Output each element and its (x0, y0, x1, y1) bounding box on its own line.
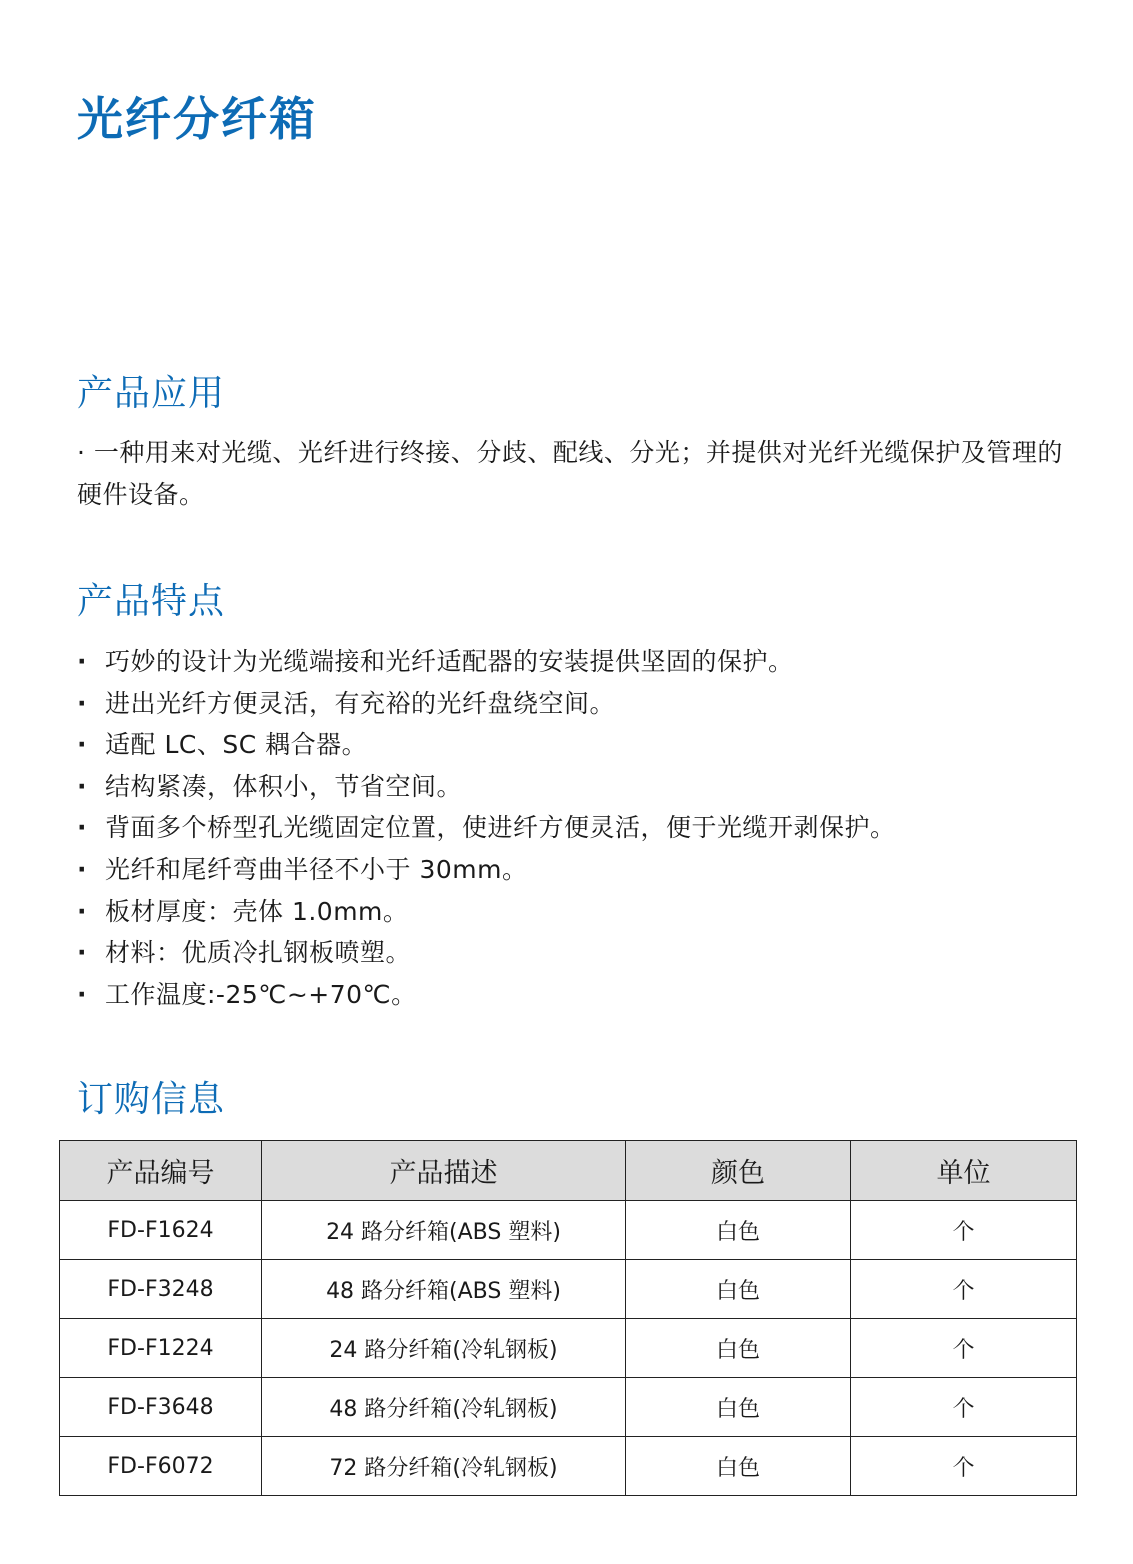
table-row (60, 1378, 1077, 1437)
bullet-icon: · (77, 813, 87, 843)
feature-item (77, 683, 896, 725)
feature-text: 巧妙的设计为光缆端接和光纤适配器的安装提供坚固的保护。 (105, 647, 794, 676)
column-header-color: 颜色 (626, 1141, 851, 1201)
column-header-description: 产品描述 (262, 1141, 626, 1201)
table-row (60, 1260, 1077, 1319)
cell-color: 白色 (626, 1201, 851, 1260)
feature-text: 板材厚度：壳体 1.0mm。 (105, 896, 409, 926)
cell-unit: 个 (851, 1319, 1077, 1378)
bullet-icon: · (77, 854, 87, 884)
feature-item (77, 891, 896, 933)
feature-text: 进出光纤方便灵活，有充裕的光纤盘绕空间。 (105, 688, 616, 718)
cell-code: FD-F6072 (60, 1437, 262, 1496)
feature-item (77, 724, 896, 766)
bullet-icon: · (77, 896, 87, 926)
feature-text: 光纤和尾纤弯曲半径不小于 30mm。 (105, 854, 528, 884)
cell-code: FD-F1224 (60, 1319, 262, 1378)
ordering-heading: 订购信息 (77, 1079, 226, 1120)
cell-description: 24 路分纤箱(ABS 塑料) (262, 1201, 626, 1260)
table-row (60, 1437, 1077, 1496)
bullet-icon: · (77, 688, 87, 718)
feature-text: 适配 LC、SC 耦合器。 (105, 730, 368, 760)
bullet-icon: · (77, 771, 87, 801)
cell-color: 白色 (626, 1319, 851, 1378)
feature-item (77, 766, 896, 808)
feature-text: 背面多个桥型孔光缆固定位置，使进纤方便灵活，便于光缆开剥保护。 (105, 813, 896, 843)
cell-unit: 个 (851, 1201, 1077, 1260)
feature-text: 工作温度:-25℃~+70℃。 (105, 979, 417, 1009)
feature-item (77, 807, 896, 849)
cell-unit: 个 (851, 1260, 1077, 1319)
cell-color: 白色 (626, 1437, 851, 1496)
cell-color: 白色 (626, 1378, 851, 1437)
cell-description: 72 路分纤箱(冷轧钢板) (262, 1437, 626, 1496)
feature-item (77, 849, 896, 891)
table-header-row (60, 1141, 1077, 1201)
ordering-table (59, 1140, 1077, 1496)
column-header-code: 产品编号 (60, 1141, 262, 1201)
bullet-icon: · (77, 938, 87, 968)
feature-item (77, 641, 896, 683)
table-row (60, 1319, 1077, 1378)
features-list (77, 641, 896, 1015)
feature-item (77, 974, 896, 1016)
cell-code: FD-F3648 (60, 1378, 262, 1437)
cell-description: 48 路分纤箱(ABS 塑料) (262, 1260, 626, 1319)
cell-description: 48 路分纤箱(冷轧钢板) (262, 1378, 626, 1437)
cell-color: 白色 (626, 1260, 851, 1319)
column-header-unit: 单位 (851, 1141, 1077, 1201)
cell-unit: 个 (851, 1437, 1077, 1496)
bullet-icon: · (77, 979, 87, 1009)
table-row (60, 1201, 1077, 1260)
feature-text: 结构紧凑，体积小，节省空间。 (105, 771, 463, 801)
feature-item (77, 932, 896, 974)
feature-text: 材料：优质冷扎钢板喷塑。 (105, 938, 412, 968)
bullet-icon: · (77, 730, 87, 760)
application-text: · 一种用来对光缆、光纤进行终接、分歧、配线、分光；并提供对光纤光缆保护及管理的硬件设备。 (77, 438, 1063, 509)
cell-code: FD-F1624 (60, 1201, 262, 1260)
bullet-icon: · (77, 647, 87, 676)
application-heading: 产品应用 (77, 373, 226, 414)
cell-description: 24 路分纤箱(冷轧钢板) (262, 1319, 626, 1378)
cell-code: FD-F3248 (60, 1260, 262, 1319)
features-heading: 产品特点 (77, 581, 226, 622)
page-title: 光纤分纤箱 (77, 92, 317, 146)
cell-unit: 个 (851, 1378, 1077, 1437)
